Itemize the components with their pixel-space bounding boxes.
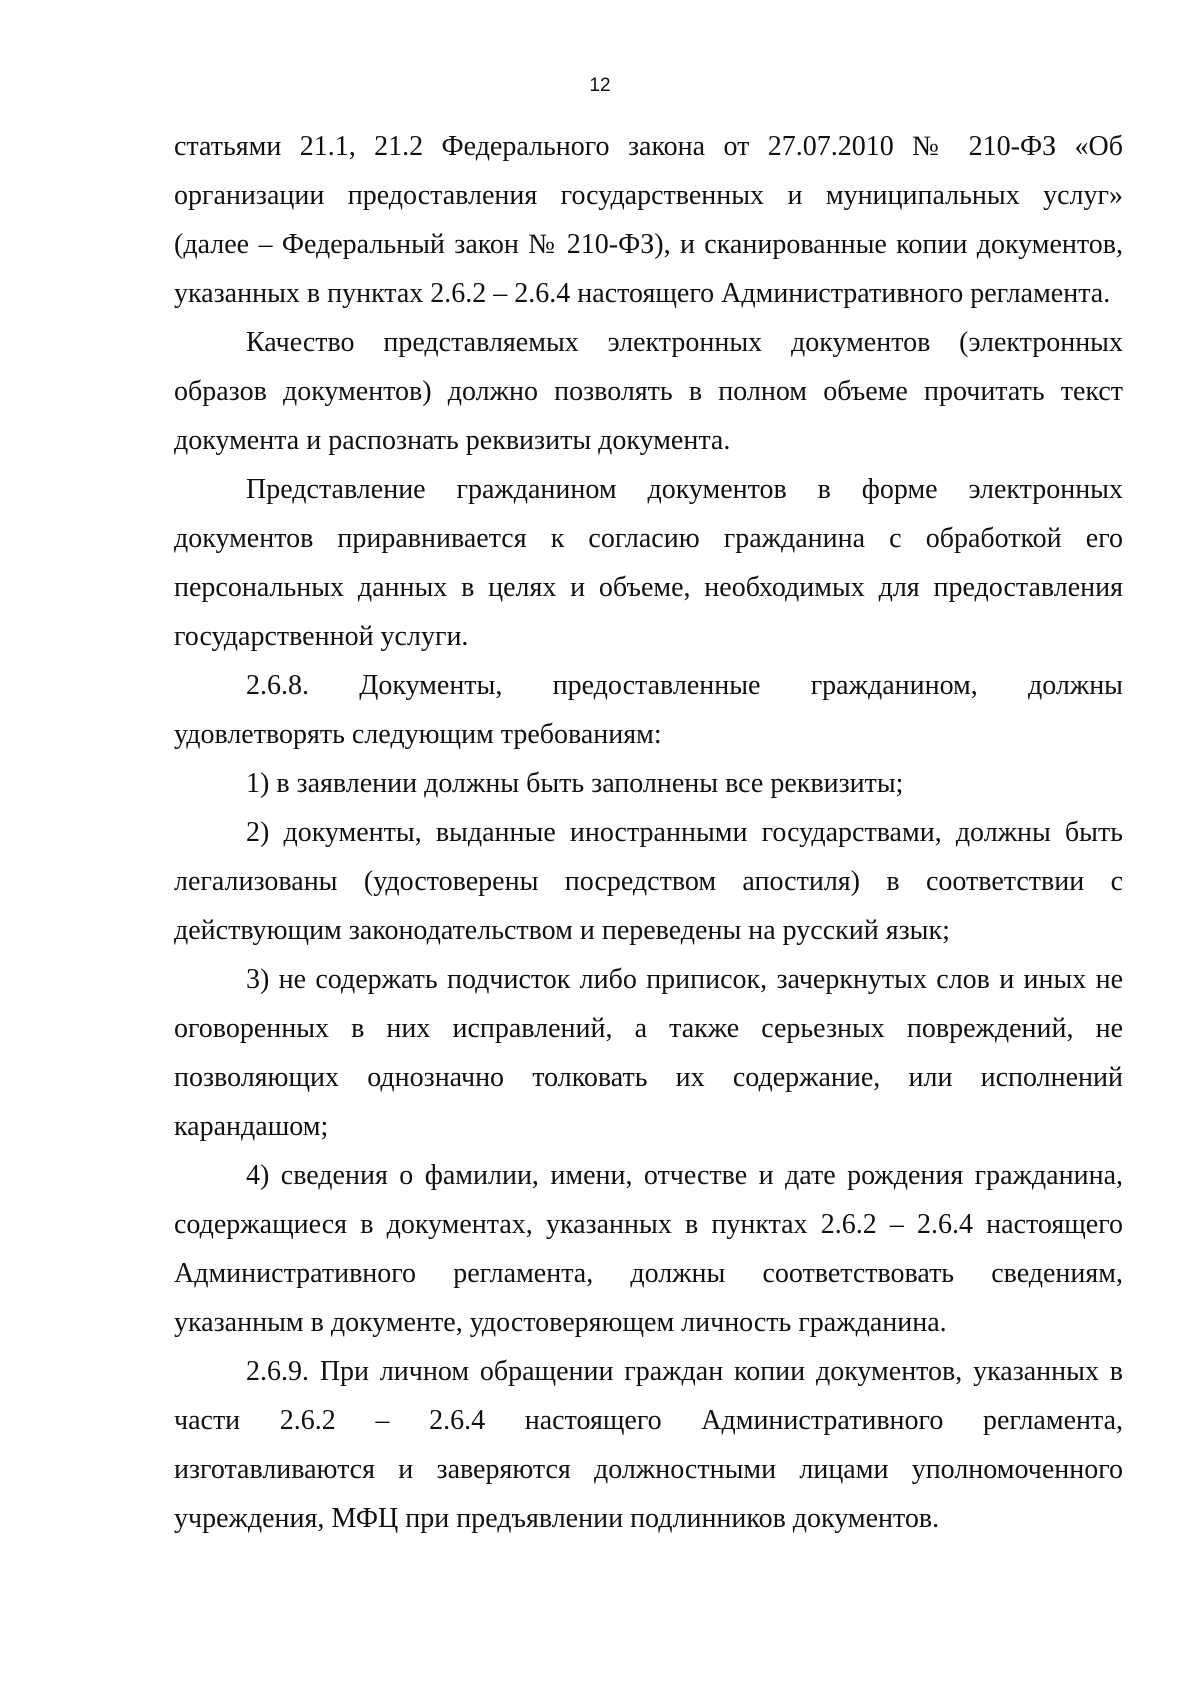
page-number: 12 [589,75,611,96]
list-item-1: 1) в заявлении должны быть заполнены все реквизиты; [246,768,904,799]
paragraph-document-quality: Качество представляемых электронных документов (электронных образов документов) должно позволять в полном объеме прочитать текст документа и распознать реквизиты документа. [174,327,1123,456]
paragraph-consent: Представление гражданином документов в форме электронных документов приравнивается к согласию гражданина с обработкой его персональных данных в целях и объеме, необходимых для предоставления государственной услуги. [174,474,1123,652]
document-body [174,122,1123,1543]
list-item-2: 2) документы, выданные иностранными государствами, должны быть легализованы (удостоверены посредством апостиля) в соответствии с действующим законодательством и переведены на русский язык; [174,817,1123,946]
paragraph-2-6-9: 2.6.9. При личном обращении граждан копии документов, указанных в части 2.6.2 – 2.6.4 настоящего Административного регламента, изготавливаются и заверяются должностными лицами уполномоченного учреждения, МФЦ при предъявлении подлинников документов. [174,1356,1123,1534]
paragraph-continuation: статьями 21.1, 21.2 Федерального закона от 27.07.2010 № 210-ФЗ «Об организации предоставления государственных и муниципальных услуг» (далее – Федеральный закон № 210-ФЗ), и сканированные копии документов, указанных в пунктах 2.6.2 – 2.6.4 настоящего Административного регламента. [174,131,1123,309]
list-item-3: 3) не содержать подчисток либо приписок, зачеркнутых слов и иных не оговоренных в них исправлений, а также серьезных повреждений, не позволяющих однозначно толковать их содержание, или исполнений карандашом; [174,964,1123,1142]
list-item-4: 4) сведения о фамилии, имени, отчестве и дате рождения гражданина, содержащиеся в документах, указанных в пунктах 2.6.2 – 2.6.4 настоящего Административного регламента, должны соответствовать сведениям, указанным в документе, удостоверяющем личность гражданина. [174,1160,1123,1338]
paragraph-2-6-8: 2.6.8. Документы, предоставленные гражданином, должны удовлетворять следующим требованиям: [174,670,1123,750]
